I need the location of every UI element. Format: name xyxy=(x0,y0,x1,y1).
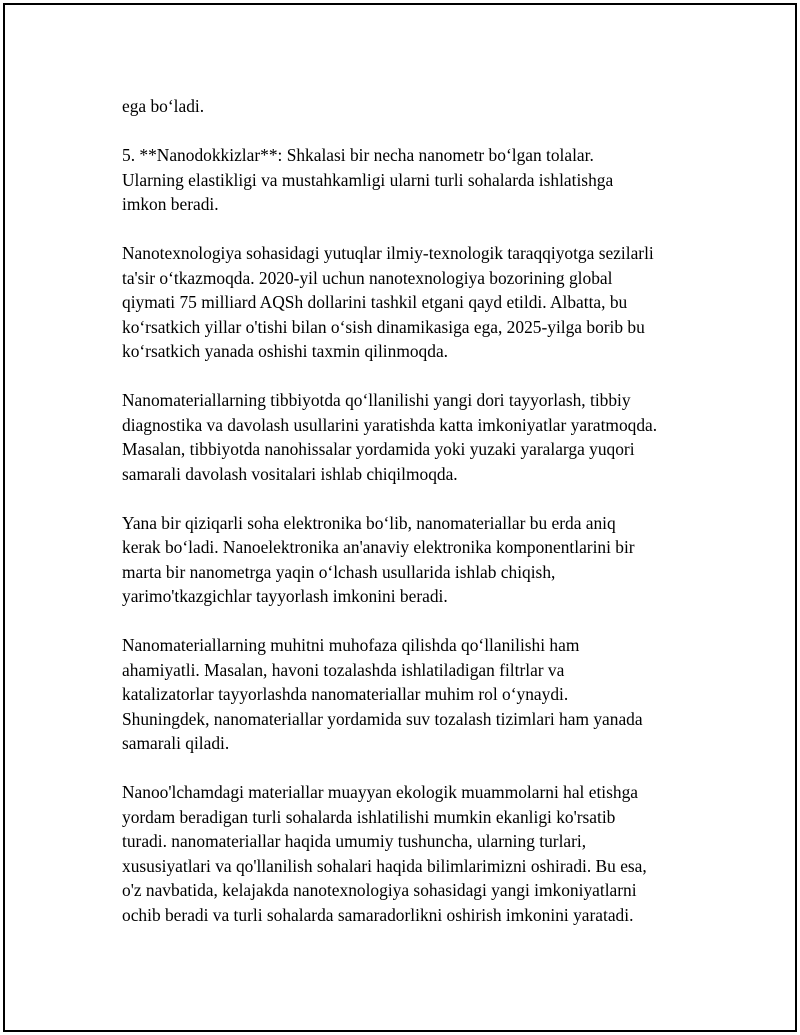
text-line: turadi. nanomateriallar haqida umumiy tushuncha, ularning turlari, xyxy=(122,831,587,851)
text-line: samarali qiladi. xyxy=(122,733,230,753)
text-line: ega bo‘ladi. xyxy=(122,96,205,116)
paragraph-environment xyxy=(122,633,712,756)
text-line: Nanomateriallarning muhitni muhofaza qilishda qo‘llanilishi ham xyxy=(122,635,580,655)
paragraph-conclusion xyxy=(122,780,712,927)
text-line: qiymati 75 milliard AQSh dollarini tashkil etgani qayd etildi. Albatta, bu xyxy=(122,292,628,312)
text-line: ko‘rsatkich yillar o'tishi bilan o‘sish dinamikasiga ega, 2025-yilga borib bu xyxy=(122,316,645,337)
text-line: Ularning elastikligi va mustahkamligi ularni turli sohalarda ishlatishga xyxy=(122,169,614,190)
text-line: yordam beradigan turli sohalarda ishlatilishi mumkin ekanligi ko'rsatib xyxy=(122,806,616,827)
paragraph-electronics xyxy=(122,511,712,609)
text-line: Masalan, tibbiyotda nanohissalar yordamida yoki yuzaki yaralarga yuqori xyxy=(122,439,635,459)
page-frame xyxy=(3,3,797,1032)
text-line: Yana bir qiziqarli soha elektronika bo‘lib, nanomateriallar bu erda aniq xyxy=(122,512,616,533)
text-line: 5. **Nanodokkizlar**: Shkalasi bir necha nanometr bo‘lgan tolalar. xyxy=(122,145,594,165)
paragraph-continuation xyxy=(122,94,712,119)
paragraph-nanodokkizlar xyxy=(122,143,712,217)
text-line: katalizatorlar tayyorlashda nanomateriallar muhim rol o‘ynaydi. xyxy=(122,684,569,704)
text-line: ochib beradi va turli sohalarda samaradorlikni oshirish imkonini yaratadi. xyxy=(122,904,634,925)
text-line: o'z navbatida, kelajakda nanotexnologiya sohasidagi yangi imkoniyatlarni xyxy=(122,880,637,900)
text-line: xususiyatlari va qo'llanilish sohalari haqida bilimlarimizni oshiradi. Bu esa, xyxy=(122,855,647,876)
text-line: ko‘rsatkich yanada oshishi taxmin qilinmoqda. xyxy=(122,341,449,361)
text-line: kerak bo‘ladi. Nanoelektronika an'anaviy elektronika komponentlarini bir xyxy=(122,537,635,557)
text-line: marta bir nanometrga yaqin o‘lchash usullarida ishlab chiqish, xyxy=(122,561,556,582)
text-line: Nanotexnologiya sohasidagi yutuqlar ilmiy-texnologik taraqqiyotga sezilarli xyxy=(122,243,654,263)
text-line: imkon beradi. xyxy=(122,194,219,214)
paragraph-medicine xyxy=(122,388,712,486)
text-line: Shuningdek, nanomateriallar yordamida suv tozalash tizimlari ham yanada xyxy=(122,708,643,729)
text-line: ahamiyatli. Masalan, havoni tozalashda ishlatiladigan filtrlar va xyxy=(122,659,565,680)
text-line: Nanomateriallarning tibbiyotda qo‘llanilishi yangi dori tayyorlash, tibbiy xyxy=(122,390,631,410)
paragraph-market xyxy=(122,241,712,364)
text-line: diagnostika va davolash usullarini yaratishda katta imkoniyatlar yaratmoqda. xyxy=(122,414,658,435)
document-body xyxy=(122,94,712,952)
text-line: Nanoo'lchamdagi materiallar muayyan ekologik muammolarni hal etishga xyxy=(122,782,638,802)
text-line: yarimo'tkazgichlar tayyorlash imkonini beradi. xyxy=(122,586,448,606)
text-line: samarali davolash vositalari ishlab chiqilmoqda. xyxy=(122,463,458,484)
text-line: ta'sir o‘tkazmoqda. 2020-yil uchun nanotexnologiya bozorining global xyxy=(122,267,613,288)
